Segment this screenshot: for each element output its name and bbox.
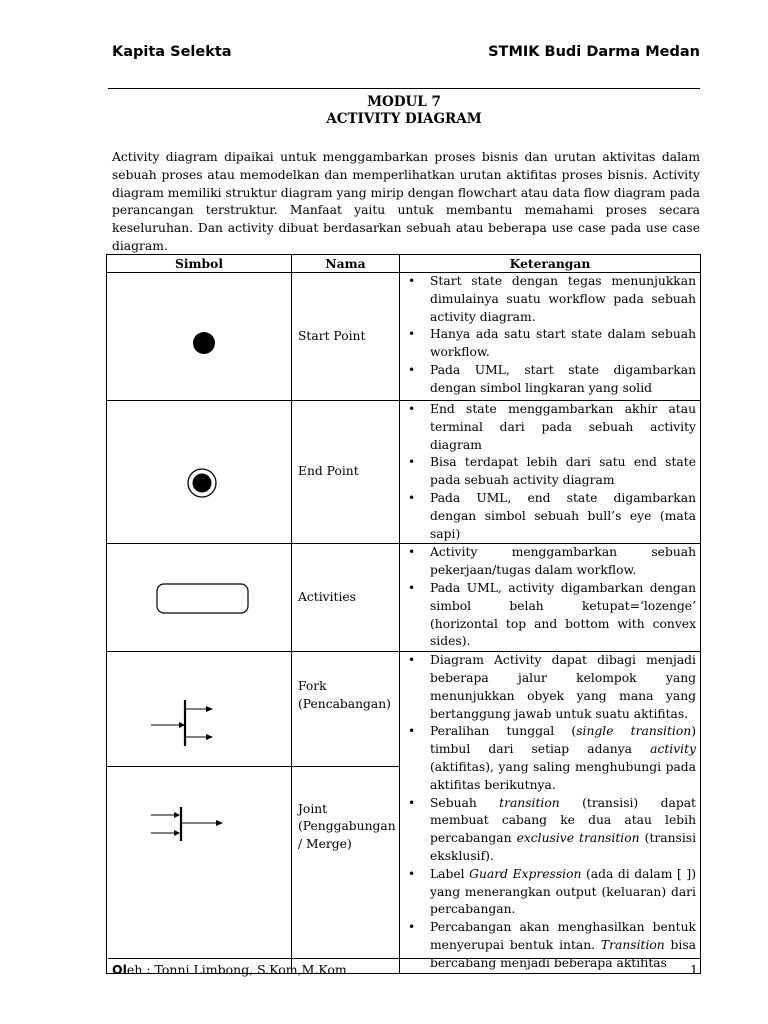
italic-term: single transition <box>576 724 692 739</box>
header-course-title: Kapita Selekta <box>112 44 232 60</box>
table-row <box>107 544 701 652</box>
name-cell: Start Point <box>292 273 400 401</box>
page-number: 1 <box>690 962 698 977</box>
italic-term: transition <box>499 795 560 810</box>
italic-term: Guard Expression <box>469 866 582 881</box>
footer-divider <box>108 958 700 959</box>
text-run: Percabangan akan menghasilkan bentuk menyerupai bentuk intan. <box>430 920 696 952</box>
symbol-cell <box>107 766 292 973</box>
list-item: • Start state dengan tegas menunjukkan dimulainya suatu workflow pada sebuah activity diagram. <box>430 273 696 326</box>
col-header-keterangan: Keterangan <box>400 255 701 273</box>
text-run: (transisi) dapat membuat cabang ke dua atau lebih percabangan <box>430 795 696 846</box>
description-cell-shared <box>400 652 701 973</box>
text-run: (aktifitas), yang saling menghubungi pada aktifitas berikutnya. <box>430 759 696 792</box>
text-run: (transisi eksklusif). <box>430 831 697 863</box>
italic-term: Transition <box>600 937 665 952</box>
table-row <box>107 273 701 401</box>
footer-author <box>112 962 347 977</box>
list-item <box>430 723 696 794</box>
name-cell: Activities <box>292 544 400 652</box>
italic-term: exclusive transition <box>516 831 640 846</box>
description-cell <box>400 544 701 652</box>
filled-circle-icon <box>107 273 292 397</box>
rounded-rectangle-icon <box>107 544 292 634</box>
list-item: • End state menggambarkan akhir atau terminal dari pada sebuah activity diagram <box>430 401 696 454</box>
symbol-cell <box>107 273 292 401</box>
list-item: • Activity menggambarkan sebuah pekerjaan/tugas dalam workflow. <box>430 544 696 580</box>
italic-term: activity <box>650 742 696 757</box>
symbol-cell <box>107 544 292 652</box>
table-header-row <box>107 255 701 273</box>
list-item: • Pada UML, activity digambarkan dengan simbol belah ketupat=‘lozenge’ (horizontal top and bottom with convex sides). <box>430 580 696 651</box>
list-item <box>430 652 696 723</box>
col-header-simbol: Simbol <box>107 255 292 273</box>
description-cell <box>400 401 701 544</box>
table-row <box>107 401 701 544</box>
list-item: • Pada UML, end state digambarkan dengan simbol sebuah bull’s eye (mata sapi) <box>430 490 696 543</box>
text-run: Sebuah <box>430 795 500 810</box>
text-run: (ada di dalam [ ]) yang menerangkan output (keluaran) dari percabangan. <box>430 866 696 917</box>
text-run: bisa bercabang menjadi beberapa aktifitas <box>430 937 697 970</box>
name-cell: Fork (Pencabangan) <box>292 652 400 766</box>
list-item: • Pada UML, start state digambarkan dengan simbol lingkaran yang solid <box>430 362 696 398</box>
page-title: ACTIVITY DIAGRAM <box>326 111 482 127</box>
list-item <box>430 866 696 919</box>
name-cell: End Point <box>292 401 400 544</box>
join-icon <box>107 767 292 962</box>
fork-icon <box>107 652 292 758</box>
symbol-table <box>106 254 701 974</box>
col-header-nama: Nama <box>292 255 400 273</box>
list-item: • Hanya ada satu start state dalam sebuah workflow. <box>430 326 696 362</box>
list-item: • Bisa terdapat lebih dari satu end state pada sebuah activity diagram <box>430 454 696 490</box>
shared-bullet-list <box>400 652 700 972</box>
list-item <box>430 919 696 972</box>
header-institution: STMIK Budi Darma Medan <box>488 44 700 60</box>
text-run: Diagram Activity dapat dibagi menjadi beberapa jalur kelompok yang menunjukkan obyek yang mana yang bertanggung jawab untuk suatu aktifitas. <box>430 653 696 721</box>
module-number: MODUL 7 <box>367 94 441 110</box>
text-run: Peralihan tunggal ( <box>430 724 577 739</box>
bullseye-icon <box>107 401 292 526</box>
header-divider <box>108 88 700 89</box>
footer-author-text: eh : Tonni Limbong, S.Kom,M.Kom <box>126 962 347 977</box>
symbol-cell <box>107 652 292 766</box>
name-cell: Joint (Penggabungan / Merge) <box>292 766 400 973</box>
description-cell <box>400 273 701 401</box>
list-item <box>430 795 696 866</box>
footer-author-prefix: Ol <box>112 962 127 977</box>
table-row <box>107 652 701 766</box>
text-run: Label <box>430 866 470 881</box>
symbol-cell <box>107 401 292 544</box>
intro-paragraph: Activity diagram dipaikai untuk menggambarkan proses bisnis dan urutan aktivitas dalam sebuah proses atau memodelkan dan memperlihatkan urutan aktifitas proses bisnis. Activity diagram memiliki struktur diagram yang mirip dengan flowchart atau data flow diagram pada perancangan terstruktur. Manfaat yaitu untuk membantu memahami proses secara keseluruhan. Dan activity dibuat berdasarkan sebuah atau beberapa use case pada use case diagram. <box>112 150 700 253</box>
text-run: ) timbul dari setiap adanya <box>430 724 696 757</box>
